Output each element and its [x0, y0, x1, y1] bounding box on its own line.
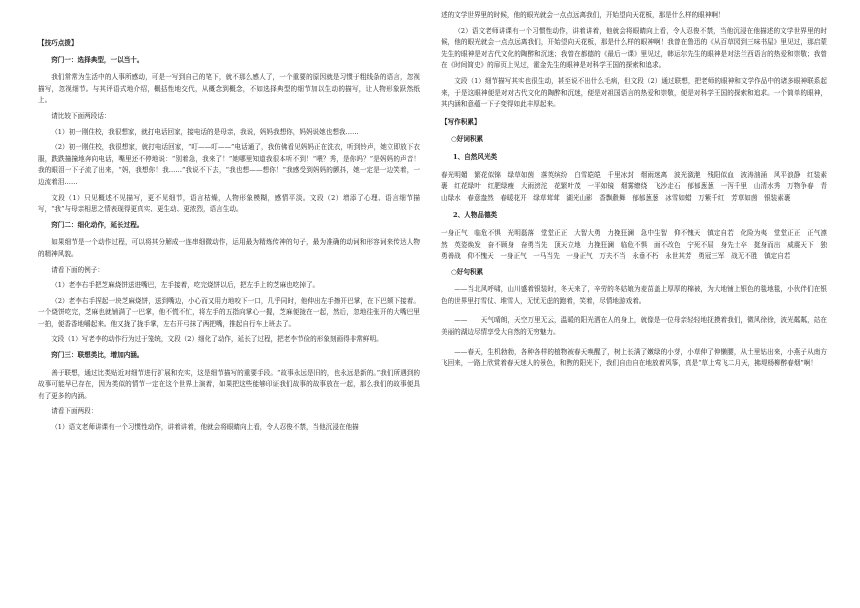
word-list-nature: 春光明媚 繁花似锦 绿草如茵 落英缤纷 白雪皑皑 千里冰封 烟雨迷离 波光潋滟 残阳似血 波涛汹涌 风平浪静 红装素裹 红花绿叶 红肥绿瘦 大雨滂沱 花繁叶茂 一平如镜 烟雾缭绕 飞沙走石 郁郁葱葱 一泻千里 山清水秀 万物争春 青山绿水 春意盎然 春暖花开 绿草茸茸 湖光山影 香飘縠舞 郁郁葱葱 冰雪如蜡 万紫千红 芳草如茵 银装素裹 — [441, 170, 827, 202]
paragraph: 我们常常为生活中的人事所感动，可是一写到自己的笔下，就不那么感人了，一个重要的原因就是习惯于粗线条的语言，忽视描写，忽视细节。与其评语式地介绍，概括性地交代，从概念到概念，不如选择典型的细节加以生动的描写，让人物形象跃然纸上。 — [38, 73, 420, 105]
good-words-heading — [451, 134, 827, 146]
tip-3-title: 窍门三：联想类比，增加内涵。 — [51, 351, 144, 360]
example-paragraph: （1）老李右手把芝麻烧饼送进嘴巴，左手接着，吃完烧饼以后，把左手上的芝麻也吃掉了。 — [51, 281, 320, 290]
section-heading-accumulation: 【写作积累】 — [441, 117, 481, 126]
paragraph: 如果细节是一个动作过程，可以将其分解成一连串细微动作，运用最为精炼传神的句子，最为准确的动词和形容词来传达人物的精神风貌。 — [38, 238, 420, 258]
tip-1-title: 窍门一：选择典型，一以当十。 — [51, 55, 144, 64]
section-heading-tips: 【技巧点拨】 — [38, 39, 78, 47]
right-column — [441, 10, 827, 374]
circle-bullet-icon: ○ — [451, 135, 457, 144]
paragraph-continued: 述的文学世界里的时候，他的眼光就会一点点远离我们，开始望向天花板，那是什么样的眼神啊！ — [441, 11, 725, 19]
example-paragraph: （2）老李右手捏起一块芝麻烧饼，送到嘴边，小心而又用力地咬下一口，几乎同时，他伸出左手擦开巴掌，在下巴颏下接着。一个烧饼吃完，芝麻也就铺满了一巴掌，他不慌不忙，将左手的五指向掌心一握，芝麻便拢在一起，然后，忽地往张开的大嘴巴里一拍，便香香地嚼起来。他又拢了拢手掌，左右开弓抹了两把嘴，推起自行车上班去了。 — [38, 296, 420, 328]
example-paragraph: （1）语文老师讲课有一个习惯性动作，讲着讲着，他就会将眼睛向上看，令人忍俊不禁，当他沉浸在他描 — [51, 423, 359, 432]
example-paragraph: （2）初一刚住校，我很想家，就打电话回家，“叮——叮——”电话通了，我仿佛看见妈妈正在洗衣，听到铃声，她立即放下衣服，跌跌撞撞地奔向电话，嘴里还不停地说：“别着急，我来了！”她哪里知道我很本听不到！“喂？秀，是你吗？”是妈妈的声音！我的眼泪一下子流了出来，“妈，我想你！我……”我说不下去，“我也想——想你！”我感受到妈妈的颤抖，她一定是一边笑着，一边流着泪…… — [38, 143, 420, 186]
word-list-character: 一身正气 临危不惧 光明磊落 堂堂正正 大智大勇 力挽狂澜 急中生智 仰不愧天 镇定自若 化险为夷 堂堂正正 正气凛然 英姿焕发 奋不顾身 奋勇当先 顶天立地 力挽狂澜 临危不惧 面不改色 宁死不屈 身先士卒 挺身而出 威震天下 独勇善战 仰不愧天 一身正气 一马当先 一身正气 万夫不当 永垂不朽 永世其芳 勇冠三军 战无不胜 镇定自若 — [441, 228, 827, 261]
category-nature-heading: 1、自然风光类 — [453, 152, 498, 161]
circle-bullet-icon: ○ — [451, 267, 457, 276]
paragraph: 请比较下面两段话： — [51, 111, 111, 120]
sentence-item: —— 天气晴朗，天空万里无云，温暖的阳光洒在人的身上，就像是一位母亲轻轻地抚摸着我们，微风徐徐，波光粼粼，站在美丽的湖边尽情享受大自然的无穷魅力。 — [441, 316, 827, 337]
example-paragraph: （2）语文老师讲课有一个习惯性动作，讲着讲着，他就会将眼睛向上看，令人忍俊不禁，当他沉浸在他描述的文学世界里的时候，他的眼光就会一点点远离我们，开始望向天花板，那是什么样的眼神啊！我曾在鲁迅的《从百草园到三味书屋》里见过，那启蒙先生的眼神是对古代文化的陶醉和沉迷；我曾在都德的《最后一课》里见过，韩运尔先生的眼神是对法兰西语言的热爱和崇敬；我曾在《时间简史》的扉页上见过，霍金先生的眼神是对科学王国的探索和追求。 — [441, 26, 827, 70]
tip-2-title: 窍门二：细化动作，延长过程。 — [51, 220, 144, 229]
good-sentences-heading — [451, 267, 827, 279]
paragraph: 文段（1）细节描写其实也很生动，甚至说不出什么毛病，但文段（2）通过联想，把老师的眼神和文学作品中的诸多眼神联系起来，于是这眼神便是对对古代文化的陶醉和沉迷，便是对祖国语言的热爱和崇敬，便是对科学王国的探索和追求。一个简单的眼神，其内涵和意蕴一下子变得如此丰厚起来。 — [441, 76, 827, 109]
paragraph: 请看下面两段： — [51, 407, 98, 416]
good-words-label: 好词积累 — [456, 135, 484, 144]
paragraph: 善于联想，通过比类贴近对细节进行扩展和充实，这是细节描写的重要手段。“故事永远是旧的，也永远是新的。”我们所遇到的故事可能早已存在，因为类似的情节一定在这个世界上演着，如果把这些能够印证我们故事的故事放在一起，那么我们的故事便具有了更多的内涵。 — [38, 368, 420, 400]
paragraph: 文段（1）写老李的动作行为过于笼统，文段（2）细化了动作，延长了过程，把老李节俭的形象刻画得非常鲜明。 — [51, 335, 383, 344]
sentence-item: ——春天，生机勃勃，各种各样的植物被春天唤醒了，树上长满了嫩绿的小芽，小草伸了伸懒腰，从土里钻出来，小燕子从南方飞回来，一路上欣赏着春天迷人的景色，和煦的阳光下，我们自由自在地放着风筝，真是“草上莺飞二月天，拂堤杨柳醉春烟”啊！ — [441, 347, 827, 368]
example-paragraph: （1）初一刚住校，我很想家，就打电话回家，接电话的是母亲，我说，妈妈我想你，妈妈说她也想我…… — [51, 127, 359, 136]
category-character-heading: 2、人物品德类 — [453, 211, 498, 220]
left-column — [38, 36, 420, 438]
paragraph: 文段（1）只见概述不见描写，更不见细节，语言枯燥，人物形象模糊，感情平淡。文段（2）增添了心理、语言细节描写，“我”与母亲相思之情表现得更真实、更生动、更浓烈，语言生动。 — [38, 193, 420, 214]
sentence-item: ——当北风呼啸，山川盛着银装时，冬天来了，辛劳的冬姑娘为麦苗盖上厚厚的棉被，为大地铺上银色的毯地毯，小伙伴们在银色的世界里打雪仗、堆雪人，无忧无虑的跑着，笑着，尽情地游戏着。 — [441, 285, 827, 305]
good-sentences-label: 好句积累 — [456, 267, 484, 276]
paragraph: 请看下面的例子： — [51, 265, 104, 274]
